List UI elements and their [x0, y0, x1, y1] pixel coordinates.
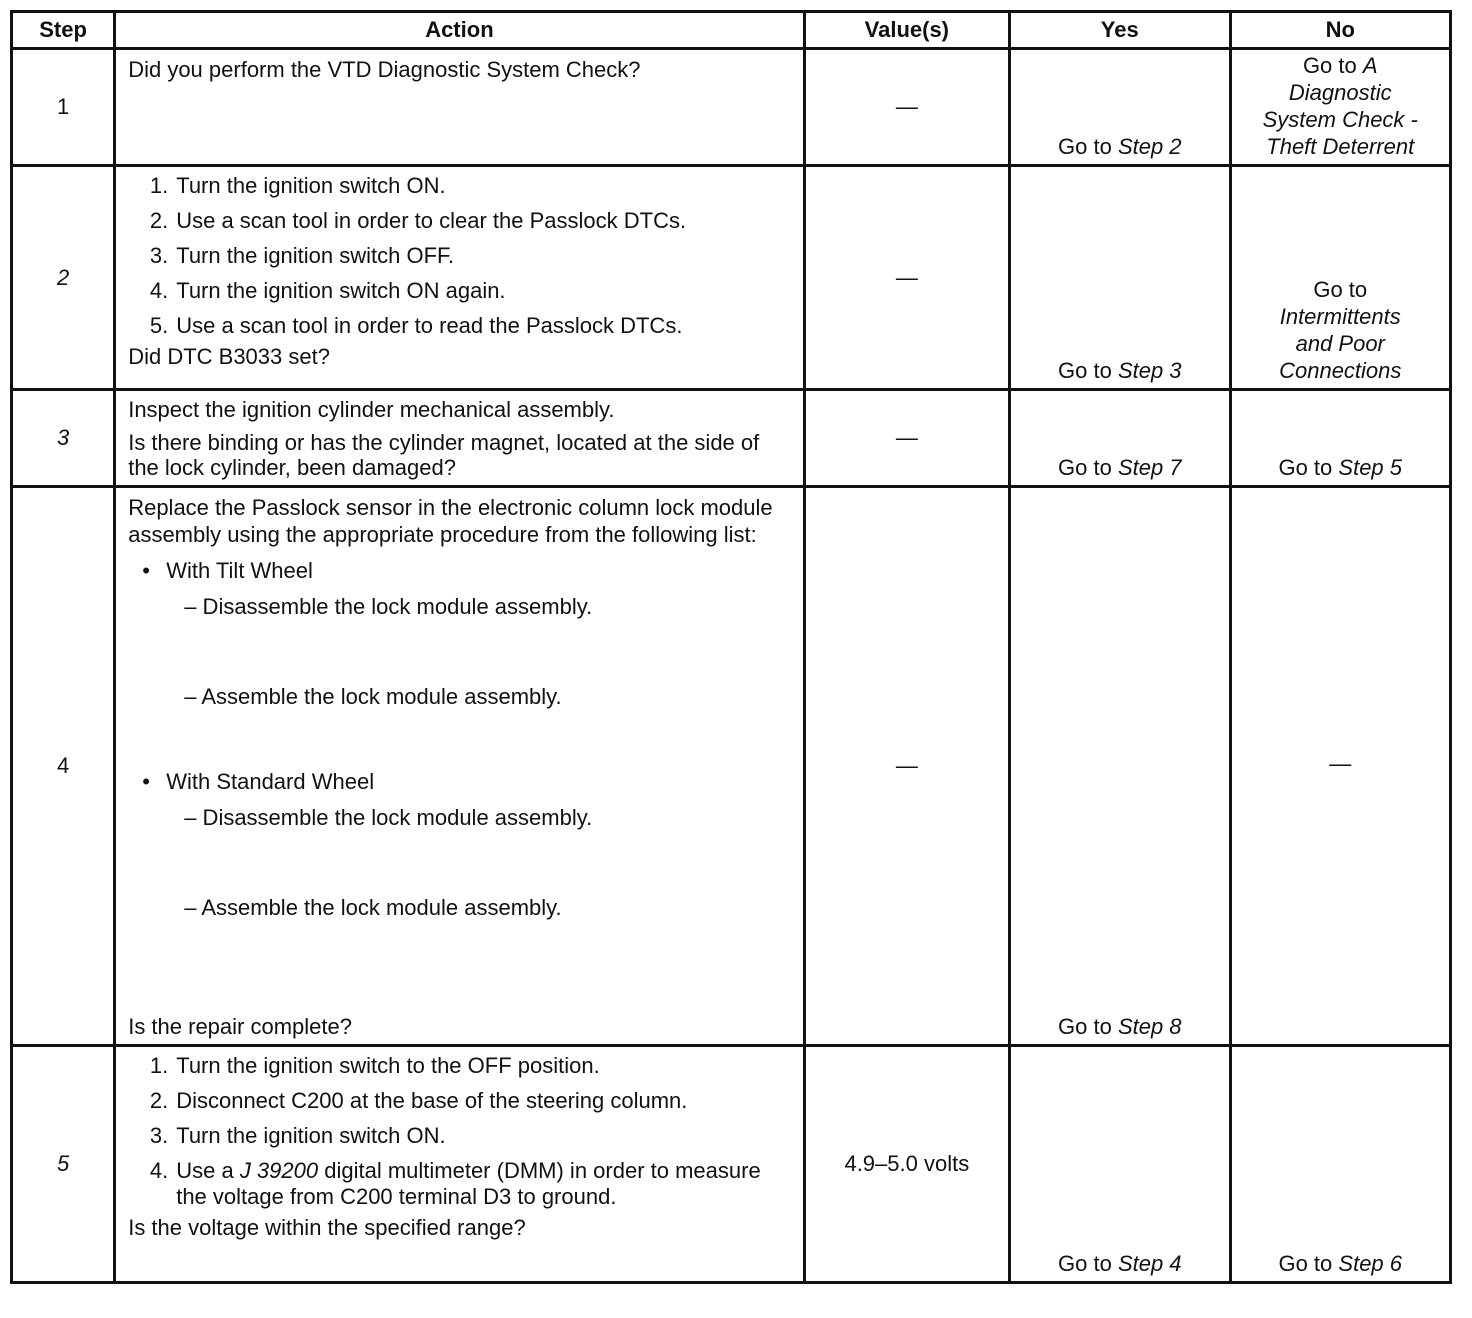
yes-step-link[interactable]: Step 2: [1117, 134, 1182, 159]
yes-step-link[interactable]: Step 8: [1117, 1014, 1182, 1039]
sub-item: – Disassemble the lock module assembly.: [184, 805, 593, 830]
tool-name: J 39200: [239, 1158, 319, 1183]
bullet-icon: •: [142, 558, 150, 583]
diagnostic-table: [10, 10, 1452, 1284]
step-number: 1: [12, 49, 115, 166]
action-question: Did you perform the VTD Diagnostic System Check?: [128, 57, 641, 82]
yes-cell: [1010, 1046, 1230, 1283]
yes-prefix: Go to: [1058, 1251, 1112, 1276]
table-row-step-2: [12, 166, 1451, 390]
yes-cell: [1010, 166, 1230, 390]
list-item: 1. Turn the ignition switch to the OFF position.: [149, 1053, 600, 1078]
yes-prefix: Go to: [1058, 134, 1112, 159]
action-question: Is the repair complete?: [128, 1014, 352, 1039]
action-line: Inspect the ignition cylinder mechanical assembly.: [128, 397, 615, 422]
no-text: —: [1329, 751, 1352, 776]
no-cell: [1230, 166, 1451, 390]
no-ref-line-1[interactable]: Intermittents: [1279, 304, 1401, 329]
action-cell: [115, 487, 804, 1046]
no-ref-line-4[interactable]: Theft Deterrent: [1266, 134, 1415, 159]
sub-item: – Disassemble the lock module assembly.: [184, 594, 593, 619]
yes-step-link[interactable]: Step 7: [1117, 455, 1182, 480]
step-number: 2: [12, 166, 115, 390]
value-text: —: [895, 264, 918, 290]
action-cell: [115, 49, 804, 166]
header-no: No: [1230, 12, 1451, 49]
no-prefix: Go to: [1302, 53, 1357, 78]
table-row-step-3: [12, 390, 1451, 487]
bullet-icon: •: [142, 769, 150, 794]
no-prefix: Go to: [1278, 1251, 1333, 1276]
no-ref-line-3[interactable]: System Check -: [1262, 107, 1418, 132]
action-cell: [115, 166, 804, 390]
header-step: Step: [12, 12, 115, 49]
value-text: 4.9–5.0 volts: [844, 1151, 970, 1176]
action-intro: Replace the Passlock sensor in the electronic column lock module assembly using the appropriate procedure from the following list:: [128, 495, 773, 547]
yes-prefix: Go to: [1058, 455, 1112, 480]
action-question: Is the voltage within the specified range?: [128, 1215, 526, 1240]
no-cell: [1230, 390, 1451, 487]
list-item: 3. Turn the ignition switch OFF.: [149, 243, 455, 268]
action-cell: [115, 1046, 804, 1283]
bullet-standard-wheel: • With Standard Wheel: [142, 769, 375, 794]
yes-cell: [1010, 390, 1230, 487]
no-cell: [1230, 49, 1451, 166]
no-ref-line-3[interactable]: Connections: [1279, 358, 1402, 383]
no-ref-line-1[interactable]: A: [1362, 53, 1378, 78]
list-item: 2. Disconnect C200 at the base of the steering column.: [149, 1088, 688, 1113]
value-cell: [804, 166, 1009, 390]
header-values: Value(s): [804, 12, 1009, 49]
value-cell: [804, 390, 1009, 487]
action-question: Did DTC B3033 set?: [128, 344, 330, 369]
table-row-step-4: [12, 487, 1451, 1046]
table-row-step-1: [12, 49, 1451, 166]
no-prefix: Go to: [1313, 277, 1368, 302]
no-prefix: Go to: [1278, 455, 1333, 480]
yes-cell: [1010, 487, 1230, 1046]
bullet-tilt-wheel: • With Tilt Wheel: [142, 558, 313, 583]
header-yes: Yes: [1010, 12, 1230, 49]
step-number: 4: [12, 487, 115, 1046]
action-cell: [115, 390, 804, 487]
step-number: 3: [12, 390, 115, 487]
no-step-link[interactable]: Step 6: [1338, 1251, 1403, 1276]
header-row: [12, 12, 1451, 49]
no-cell: [1230, 1046, 1451, 1283]
value-cell: [804, 1046, 1009, 1283]
value-text: —: [895, 94, 918, 119]
value-text: —: [895, 425, 918, 450]
header-action: Action: [115, 12, 804, 49]
list-item: 1. Turn the ignition switch ON.: [149, 173, 446, 198]
action-steps: [128, 173, 790, 339]
list-item: 5. Use a scan tool in order to read the Passlock DTCs.: [149, 313, 683, 338]
yes-cell: [1010, 49, 1230, 166]
no-ref-line-2[interactable]: and Poor: [1295, 331, 1385, 356]
no-ref-line-2[interactable]: Diagnostic: [1288, 80, 1392, 105]
action-steps: [128, 1053, 790, 1210]
list-item: 4. Turn the ignition switch ON again.: [149, 278, 506, 303]
value-cell: [804, 487, 1009, 1046]
yes-prefix: Go to: [1058, 1014, 1112, 1039]
list-item: 4. Use a J 39200 digital multimeter (DMM) in order to measure the voltage from C200 terminal D3 to ground.: [149, 1158, 761, 1209]
no-cell: [1230, 487, 1451, 1046]
yes-prefix: Go to: [1058, 358, 1112, 383]
list-item: 3. Turn the ignition switch ON.: [149, 1123, 446, 1148]
sub-item: – Assemble the lock module assembly.: [184, 684, 562, 709]
no-step-link[interactable]: Step 5: [1338, 455, 1403, 480]
list-item: 2. Use a scan tool in order to clear the Passlock DTCs.: [149, 208, 687, 233]
table-row-step-5: [12, 1046, 1451, 1283]
yes-step-link[interactable]: Step 4: [1117, 1251, 1182, 1276]
sub-item: – Assemble the lock module assembly.: [184, 895, 562, 920]
value-cell: [804, 49, 1009, 166]
step-number: 5: [12, 1046, 115, 1283]
value-text: —: [895, 753, 918, 778]
yes-step-link[interactable]: Step 3: [1117, 358, 1182, 383]
action-question: Is there binding or has the cylinder magnet, located at the side of the lock cylinder, been damaged?: [128, 430, 760, 480]
